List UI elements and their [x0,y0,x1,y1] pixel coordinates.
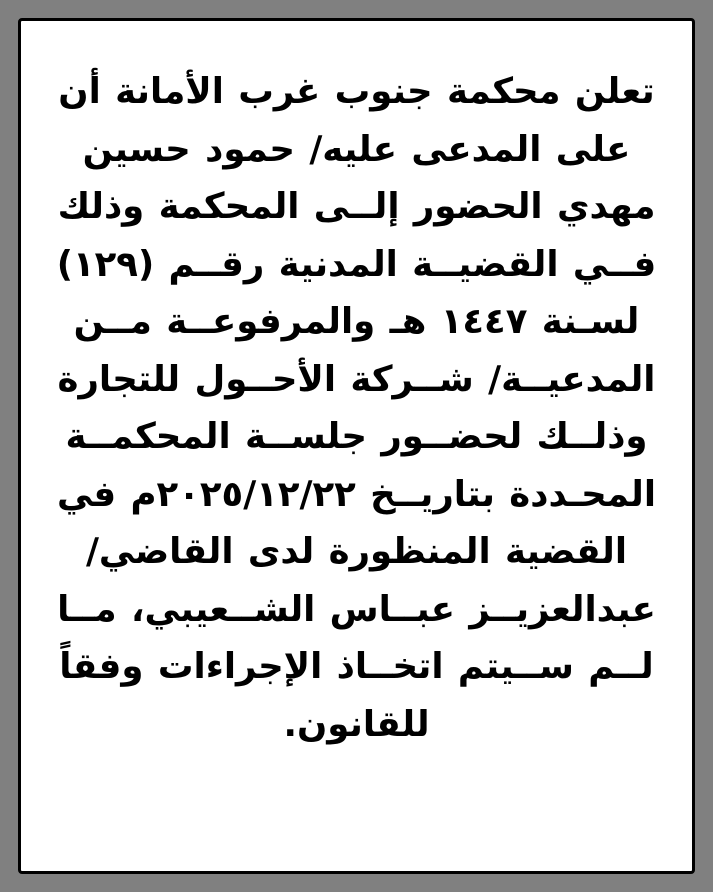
court-notice-text: تعلن محكمة جنوب غرب الأمانة أن على المدعى عليه/ حمود حسين مهدي الحضور إلــى المحكمة وذلك فــي القضيــة المدنية رقــم (١٢٩) لسـنة ١٤٤٧ هـ والمرفوعــة مــن المدعيــة/ شــركة الأحــول للتجارة وذلــك لحضــور جلســة المحكمــة المحـددة بتاريــخ ٢٠٢٥/١٢/٢٢م في القضية المنظورة لدى القاضي/ عبدالعزيــز عبــاس الشــعيبي، مــا لــم ســيتم اتخــاذ الإجراءات وفقاً للقانون. [42,71,657,745]
court-notice-card [18,18,695,874]
court-notice-body [21,21,692,783]
